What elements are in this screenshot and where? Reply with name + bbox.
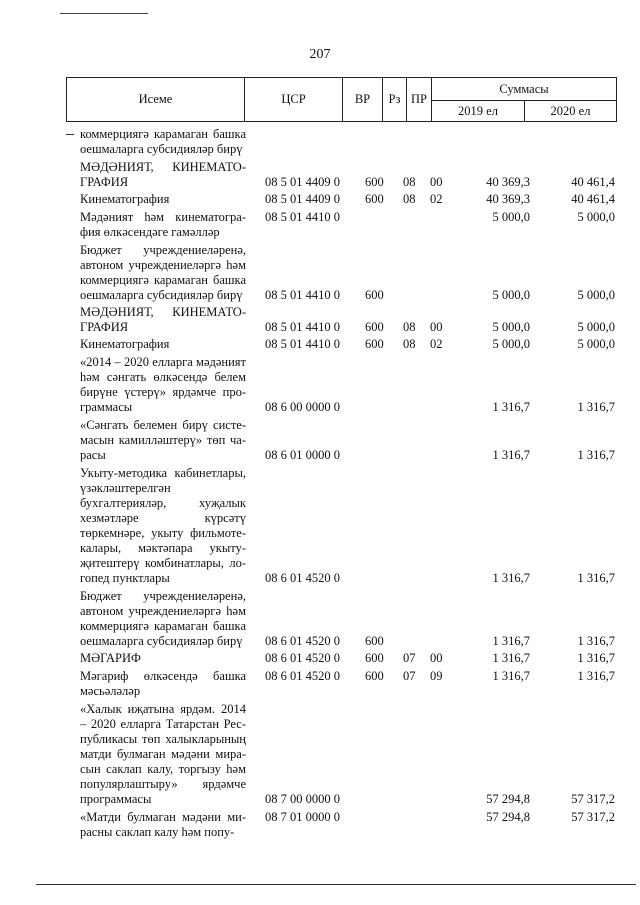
cell-rz: 08 (403, 175, 416, 189)
cell-s2020: 5 000,0 (577, 210, 615, 224)
header-vr: ВР (343, 78, 383, 122)
table-row (0, 337, 640, 352)
cell-csr: 08 5 01 4409 0 (265, 175, 340, 189)
row-name-line: мәсьәләләр (80, 684, 141, 698)
cell-vr: 600 (365, 288, 384, 302)
row-name-line: коммерциягә карамаган башка (80, 127, 246, 141)
cell-s2019: 5 000,0 (492, 288, 530, 302)
cell-s2020: 5 000,0 (577, 288, 615, 302)
cell-vr: 600 (365, 192, 384, 206)
table-row (0, 418, 640, 463)
cell-s2019: 5 000,0 (492, 337, 530, 351)
table-row (0, 305, 640, 335)
cell-rz: 07 (403, 651, 416, 665)
row-name (80, 243, 246, 303)
row-name (80, 355, 246, 415)
bottom-rule (36, 884, 636, 885)
table-body (0, 127, 640, 840)
row-name-line: масын камилләштерү» төп ча- (80, 433, 246, 447)
row-name-line: Бюджет учреждениеләренә, (80, 589, 246, 603)
top-rule (60, 13, 148, 14)
table-row (0, 192, 640, 207)
table-row (0, 810, 640, 840)
row-name-line: программасы (80, 792, 152, 806)
cell-s2020: 1 316,7 (577, 448, 615, 462)
cell-csr: 08 6 00 0000 0 (265, 400, 340, 414)
cell-csr: 08 7 00 0000 0 (265, 792, 340, 806)
cell-s2019: 1 316,7 (492, 448, 530, 462)
row-name (80, 702, 246, 807)
row-name (80, 669, 246, 699)
row-name-line: ГРАФИЯ (80, 175, 129, 189)
cell-rz: 08 (403, 192, 416, 206)
header-rz: Рз (383, 78, 407, 122)
cell-s2019: 1 316,7 (492, 669, 530, 683)
row-name-line: граммасы (80, 400, 133, 414)
cell-s2019: 40 369,3 (486, 192, 530, 206)
row-name-line: бухгалтерияләр, хуҗалык (80, 496, 246, 510)
table-row (0, 669, 640, 699)
cell-s2020: 1 316,7 (577, 634, 615, 648)
row-name-line: фия өлкәсендәге гамәлләр (80, 225, 220, 239)
row-name (80, 127, 246, 157)
table-row (0, 210, 640, 240)
cell-s2019: 1 316,7 (492, 571, 530, 585)
cell-s2019: 1 316,7 (492, 651, 530, 665)
row-name-line: Укыту-методика кабинетлары, (80, 466, 246, 480)
cell-pr: 09 (430, 669, 443, 683)
cell-csr: 08 7 01 0000 0 (265, 810, 340, 824)
cell-s2020: 57 317,2 (571, 792, 615, 806)
cell-rz: 08 (403, 337, 416, 351)
cell-s2020: 57 317,2 (571, 810, 615, 824)
continuation-mark (66, 134, 74, 135)
row-name-line: автоном учреждениеләргә һәм (80, 604, 246, 618)
cell-s2019: 5 000,0 (492, 320, 530, 334)
cell-csr: 08 6 01 4520 0 (265, 571, 340, 585)
cell-pr: 00 (430, 320, 443, 334)
row-name-line: МӘДӘНИЯТ, КИНЕМАТО- (80, 305, 246, 319)
cell-s2020: 40 461,4 (571, 192, 615, 206)
cell-csr: 08 5 01 4409 0 (265, 192, 340, 206)
row-name (80, 466, 246, 586)
cell-s2019: 1 316,7 (492, 400, 530, 414)
row-name-line: төркемнәре, укыту фильмоте- (80, 526, 246, 540)
row-name-line: «Матди булмаган мәдәни ми- (80, 810, 246, 824)
cell-vr: 600 (365, 634, 384, 648)
row-name (80, 651, 246, 666)
row-name-line: оешмаларга субсидияләр бирү (80, 288, 243, 302)
row-name-line: Мәдәният һәм кинематогра- (80, 210, 246, 224)
cell-s2020: 1 316,7 (577, 571, 615, 585)
row-name (80, 337, 246, 352)
row-name-line: «Халык иҗатына ярдәм. 2014 (80, 702, 246, 716)
row-name-line: МӘДӘНИЯТ, КИНЕМАТО- (80, 160, 246, 174)
cell-rz: 08 (403, 320, 416, 334)
row-name-line: Кинематография (80, 337, 170, 351)
row-name-line: хезмәтләре күрсәтү (80, 511, 246, 525)
cell-s2019: 57 294,8 (486, 810, 530, 824)
row-name-line: оешмаларга субсидияләр бирү (80, 634, 243, 648)
row-name-line: матди булмаган мәдәни мира- (80, 747, 246, 761)
row-name (80, 192, 246, 207)
header-pr: ПР (407, 78, 432, 122)
row-name-line: «2014 – 2020 елларга мәдәният (80, 355, 246, 369)
row-name-line: расы (80, 448, 106, 462)
cell-s2020: 5 000,0 (577, 337, 615, 351)
row-name-line: оешмаларга субсидияләр бирү (80, 142, 243, 156)
table-row (0, 466, 640, 586)
cell-rz: 07 (403, 669, 416, 683)
table-row (0, 355, 640, 415)
cell-pr: 00 (430, 175, 443, 189)
table-row (0, 127, 640, 157)
cell-s2019: 1 316,7 (492, 634, 530, 648)
table-row (0, 651, 640, 666)
cell-s2020: 5 000,0 (577, 320, 615, 334)
header-sums: Суммасы (432, 78, 617, 101)
cell-s2019: 5 000,0 (492, 210, 530, 224)
table-row (0, 243, 640, 303)
row-name-line: үзәкләштерелгән (80, 481, 171, 495)
row-name-line: публикасы төп халыкларының (80, 732, 246, 746)
cell-vr: 600 (365, 651, 384, 665)
row-name-line: популярлаштыру» ярдәмче (80, 777, 246, 791)
header-name: Исеме (67, 78, 245, 122)
row-name-line: коммерциягә карамаган башка (80, 273, 246, 287)
cell-pr: 02 (430, 192, 443, 206)
cell-vr: 600 (365, 669, 384, 683)
row-name-line: Бюджет учреждениеләренә, (80, 243, 246, 257)
cell-s2020: 1 316,7 (577, 400, 615, 414)
row-name-line: автоном учреждениеләргә һәм (80, 258, 246, 272)
cell-pr: 00 (430, 651, 443, 665)
row-name (80, 589, 246, 649)
table-row (0, 589, 640, 649)
row-name-line: Мәгариф өлкәсендә башка (80, 669, 246, 683)
row-name-line: һәм сәнгать өлкәсендә белем (80, 370, 246, 384)
cell-csr: 08 6 01 4520 0 (265, 634, 340, 648)
row-name-line: ГРАФИЯ (80, 320, 129, 334)
cell-s2020: 1 316,7 (577, 669, 615, 683)
cell-csr: 08 5 01 4410 0 (265, 288, 340, 302)
header-year-2019: 2019 ел (432, 101, 525, 122)
cell-s2019: 57 294,8 (486, 792, 530, 806)
header-year-2020: 2020 ел (525, 101, 617, 122)
cell-vr: 600 (365, 175, 384, 189)
cell-csr: 08 6 01 4520 0 (265, 651, 340, 665)
table-row (0, 160, 640, 190)
cell-s2019: 40 369,3 (486, 175, 530, 189)
cell-s2020: 40 461,4 (571, 175, 615, 189)
page-number: 207 (309, 47, 331, 62)
cell-vr: 600 (365, 320, 384, 334)
row-name-line: бирүне үстерү» ярдәмче про- (80, 385, 246, 399)
row-name-line: гопед пунктлары (80, 571, 170, 585)
table-row (0, 702, 640, 807)
cell-csr: 08 5 01 4410 0 (265, 337, 340, 351)
row-name (80, 160, 246, 190)
row-name-line: коммерциягә карамаган башка (80, 619, 246, 633)
cell-csr: 08 6 01 0000 0 (265, 448, 340, 462)
cell-pr: 02 (430, 337, 443, 351)
cell-csr: 08 5 01 4410 0 (265, 320, 340, 334)
row-name-line: «Сәнгать белемен бирү систе- (80, 418, 246, 432)
header-csr: ЦСР (245, 78, 343, 122)
row-name (80, 210, 246, 240)
row-name-line: калары, мәктәпара укыту- (80, 541, 246, 555)
cell-csr: 08 6 01 4520 0 (265, 669, 340, 683)
cell-vr: 600 (365, 337, 384, 351)
row-name-line: җитештерү комбинатлары, ло- (80, 556, 246, 570)
row-name-line: сын саклап калу, торгызу һәм (80, 762, 246, 776)
table-header (66, 77, 617, 122)
row-name (80, 305, 246, 335)
row-name-line: расны саклап калу һәм попу- (80, 825, 235, 839)
row-name-line: МӘГАРИФ (80, 651, 141, 665)
row-name (80, 418, 246, 463)
row-name-line: – 2020 елларга Татарстан Рес- (80, 717, 246, 731)
row-name (80, 810, 246, 840)
row-name-line: Кинематография (80, 192, 170, 206)
cell-csr: 08 5 01 4410 0 (265, 210, 340, 224)
cell-s2020: 1 316,7 (577, 651, 615, 665)
